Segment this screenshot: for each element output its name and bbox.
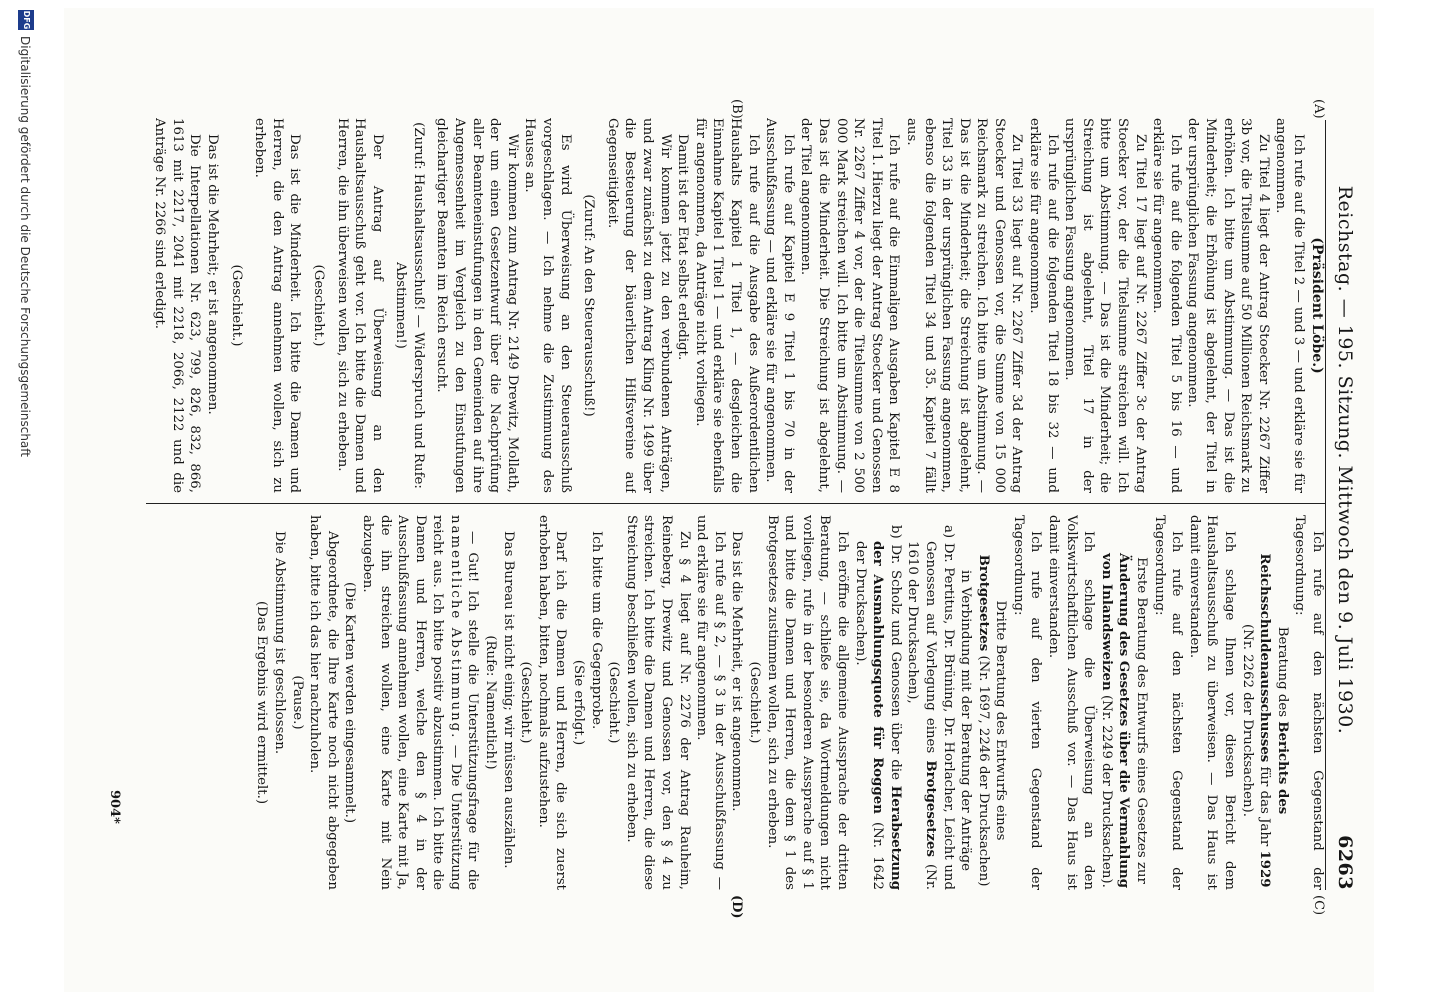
paragraph: Ich bitte um die Gegenprobe.: [588, 531, 604, 730]
paragraph: Ich eröffne die allgemeine Aussprache der dritten Beratung, — schließe sie, da Wortmeldungen nicht vorliegen, rufe in der besonderen Aussprache auf § 1 und bitte die Damen und Herren, die dem § 1 des Brotgesetzes zustimmen wollen, sich zu erheben.: [764, 515, 850, 890]
interjection: (Das Ergebnis wird ermittelt.): [254, 600, 270, 805]
item-text: (Nr. 1610 der Drucksachen),: [905, 541, 938, 890]
agenda-title: Brotgesetzes: [975, 554, 991, 652]
paragraph: Es wird Überweisung an den Steuerausschuß vorgeschlagen. — Ich nehme die Zustimmung des Hauses an.: [522, 118, 573, 493]
digitization-credit: [14, 6, 36, 996]
paragraph: Die Interpellationen Nr. 623, 799, 826, 832, 866, 1613 mit 2217, 2041 mit 2218, 2066, 2122 und die Anträge Nr. 2266 sind erledigt.: [152, 118, 203, 493]
item-title: Herabsetzung der Ausmahlungsquote für Roggen: [870, 541, 903, 890]
agenda-item: [1097, 515, 1150, 890]
item-text: Dr. Pertitus, Dr. Brüning, Dr. Horlacher, Leicht und Genossen auf Vorlegung eines: [922, 541, 956, 890]
left-column: [126, 118, 1326, 493]
agenda-title: Änderung des Gesetzes über die Vermahlung von Inlandsweizen: [1098, 552, 1132, 888]
paragraph: Das Bureau ist nicht einig; wir müssen auszählen.: [500, 531, 516, 869]
sheet-signature: 904*: [107, 790, 122, 824]
paragraph: Ich rufe auf die folgenden Titel 5 bis 16 — und erkläre sie für angenommen.: [1150, 118, 1183, 493]
agenda-text: (Nr. 2262 der Drucksachen).: [1239, 624, 1255, 817]
item-label: a): [940, 525, 956, 539]
interjection: (Geschieht.): [228, 264, 244, 347]
paragraph: Wir kommen jetzt zu den verbundenen Anträgen, und zwar zunächst zu dem Antrag Kling Nr. 1499 über die Besteuerung der bäuerlichen Hilfsvereine auf Gegenseitigkeit.: [604, 118, 673, 493]
page-number: 6263: [1334, 835, 1356, 890]
paragraph: Zu Titel 17 liegt auf Nr. 2267 Ziffer 3c der Antrag Stoecker vor, der die Titelsumme streichen will. Ich bitte um Abstimmung. — Das ist die Minderheit; die Streichung ist abgelehnt, Titel 17 in der ursprünglichen Fassung angenommen.: [1062, 118, 1148, 493]
paragraph: Ich rufe auf Kapitel E 9 Titel 1 bis 70 in der Ausschußfassung — und erkläre sie für angenommen.: [763, 118, 796, 493]
margin-letter-c: (C): [1311, 895, 1326, 916]
item-text: Dr. Scholz und Genossen über die: [887, 544, 903, 781]
speaker-label: (Präsident Löbe.): [1309, 237, 1325, 374]
paragraph: Ich rufe auf § 2, — § 3 in der Ausschußfassung — und erkläre sie für angenommen.: [694, 515, 727, 890]
agenda-text: Beratung des: [1274, 626, 1290, 718]
paragraph: Ich rufe auf den nächsten Gegenstand der Tagesordnung:: [1151, 515, 1185, 890]
paragraph: Das ist die Minderheit. Ich bitte die Damen und Herren, die den Antrag annehmen wollen, sich zu erheben.: [252, 118, 303, 493]
emphasis-text: namentliche Abstimmung.: [447, 515, 463, 740]
paragraph: Ich rufe auf die folgenden Titel 18 bis 32 — und erkläre sie für angenommen.: [1027, 118, 1060, 493]
agenda-text: Dritte Beratung des Entwurfs eines: [993, 600, 1009, 841]
margin-letter-b: (B): [729, 99, 744, 119]
interjection: (Pause.): [289, 675, 305, 730]
agenda-text: Erste Beratung des Entwurfs eines Gesetzes zur: [1134, 557, 1150, 884]
column-rule: [146, 503, 1326, 504]
right-column: [126, 515, 1326, 890]
paragraph-text: — Gut! Ich stelle die Unterstützungsfrage für die: [465, 531, 481, 890]
credit-text: Digitalisierung gefördert durch die Deutsche Forschungsgemeinschaft: [18, 36, 32, 458]
paragraph: Ich schlage Ihnen vor, diesen Bericht dem Haushaltsausschuß zu überweisen. — Das Haus ist damit einverstanden.: [1186, 515, 1238, 890]
paragraph: Damit ist der Etat selbst erledigt.: [675, 134, 691, 361]
margin-letter-d: (D): [729, 895, 744, 919]
paragraph: Ich rufe auf die Titel 2 — und 3 — und erkläre sie für angenommen.: [1273, 118, 1306, 493]
paragraph: Zu Titel 33 liegt auf Nr. 2267 Ziffer 3d der Antrag Stoecker und Genossen vor, die Summe von 15 000 Reichsmark zu streichen. Ich bitte um Abstimmung. — Das ist die Minderheit; die Streichung ist abgelehnt, Titel 33 in der ursprünglichen Fassung angenommen, ebenso die folgenden Titel 34 und 35. Kapitel 7 fällt aus.: [903, 118, 1025, 493]
agenda-text: für das Jahr: [1257, 766, 1273, 847]
paragraph: Das ist die Mehrheit, er ist angenommen.: [729, 531, 745, 812]
paragraph: Ich rufe auf den nächsten Gegenstand der Tagesordnung:: [1292, 515, 1325, 890]
item-text: (Nr. 1642 der Drucksachen).: [852, 541, 886, 890]
paragraph: Zu § 4 liegt auf Nr. 2276 der Antrag Rauheim, Reineberg, Drewitz und Genossen vor, den § 4 zu streichen. Ich bitte die Damen und Herren, die diese Streichung beschließen wollen, sich zu erheben.: [623, 515, 692, 890]
item-title: Brotgesetzes: [922, 760, 938, 857]
interjection: (Zuruf: An den Steuerausschuß!): [581, 194, 597, 417]
paragraph: Ich schlage die Überweisung an den Volkswirtschaftlichen Ausschuß vor. — Das Haus ist damit einverstanden.: [1046, 515, 1097, 890]
item-label: b): [887, 525, 903, 539]
margin-letter-a: (A): [1311, 99, 1326, 119]
interjection: (Geschieht.): [606, 661, 622, 744]
agenda-text: (Nr. 1697, 2246 der Drucksachen): [975, 655, 991, 887]
agenda-text: in Verbindung mit der Beratung der Anträge: [958, 569, 974, 872]
paragraph-text: — Die Unterstützung reicht aus. Ich bitte positiv abzustimmen. Ich bitte die Damen und Herren, welche den § 4 in der Ausschußfassung annehmen wollen, eine Karte mit Ja, die ihn streichen wollen, eine Karte mit Nein abzugeben.: [359, 515, 463, 890]
agenda-title: Berichts des Reichsschuldenausschusses: [1257, 553, 1290, 815]
running-head: [1326, 120, 1356, 890]
paragraph: Zu Titel 4 liegt der Antrag Stoecker Nr. 2267 Ziffer 3b vor, die Titelsumme auf 50 Millionen Reichsmark zu erhöhen. Ich bitte um Abstimmung. — Das ist die Minderheit; die Erhöhung ist abgelehnt, der Titel in der ursprünglichen Fassung angenommen.: [1185, 118, 1271, 493]
interjection: (Geschieht.): [518, 661, 534, 744]
paragraph: Ich rufe auf die Ausgabe des Außerordentlichen Haushalts Kapitel 1 Titel 1, — desgleichen die Einnahme Kapitel 1 Titel 1 — und erkläre sie ebenfalls für angenommen, da Anträge nicht vorliegen.: [692, 118, 761, 493]
agenda-item: [957, 515, 1010, 890]
interjection: (Zuruf: Haushaltsausschuß! — Widerspruch und Rufe: Abstimmen!): [393, 122, 426, 489]
interjection: (Geschieht.): [310, 264, 326, 347]
paragraph: Darf ich die Damen und Herren, die sich zuerst erhoben haben, bitten, nochmals aufzustehen.: [535, 515, 569, 890]
paragraph: [358, 515, 481, 890]
agenda-text: (Nr. 2249 der Drucksachen).: [1098, 694, 1114, 888]
paragraph: Die Abstimmung ist geschlossen.: [271, 531, 287, 755]
agenda-item: [1238, 515, 1291, 890]
running-head-text: Reichstag. — 195. Sitzung. Mittwoch den 9. Juli 1930.: [1334, 185, 1356, 735]
motion-item-a: [904, 515, 957, 890]
interjection: (Die Karten werden eingesammelt.): [342, 581, 358, 824]
paragraph: Der Antrag auf Überweisung an den Haushaltsausschuß geht vor. Ich bitte die Damen und Herren, die ihn überweisen wollen, sich zu erheben.: [334, 118, 385, 493]
agenda-year: 1929: [1257, 850, 1273, 888]
dfg-logo-icon: DFG: [18, 10, 34, 30]
interjection: (Rufe: Namentlich!): [483, 635, 499, 770]
paragraph: Abgeordnete, die Ihre Karte noch nicht abgegeben haben, bitte ich das hier nachzuholen.: [307, 515, 340, 890]
paragraph: Ich rufe auf den vierten Gegenstand der Tagesordnung:: [1010, 515, 1044, 890]
interjection: (Geschieht.): [747, 661, 762, 744]
paragraph: Das ist die Mehrheit; er ist angenommen.: [204, 134, 220, 415]
interjection: (Sie erfolgt.): [571, 659, 587, 746]
paragraph: Ich rufe auf die Einmaligen Ausgaben Kapitel E 8 Titel 1. Hierzu liegt der Antrag Stoecker und Genossen Nr. 2267 Ziffer 4 vor, der die Titelsumme von 2 500 000 Mark streichen will. Ich bitte um Abstimmung. — Das ist die Minderheit. Die Streichung ist abgelehnt, der Titel angenommen.: [798, 118, 902, 493]
paragraph: Wir kommen zum Antrag Nr. 2149 Drewitz, Mollath, der um einen Gesetzentwurf über die Nachprüfung aller Beamteneinstufungen in den Gemeinden auf ihre Angemessenheit im Vergleich zu den Einstufungen gleichartiger Beamten im Reich ersucht.: [434, 118, 520, 493]
motion-item-b: [851, 515, 904, 890]
